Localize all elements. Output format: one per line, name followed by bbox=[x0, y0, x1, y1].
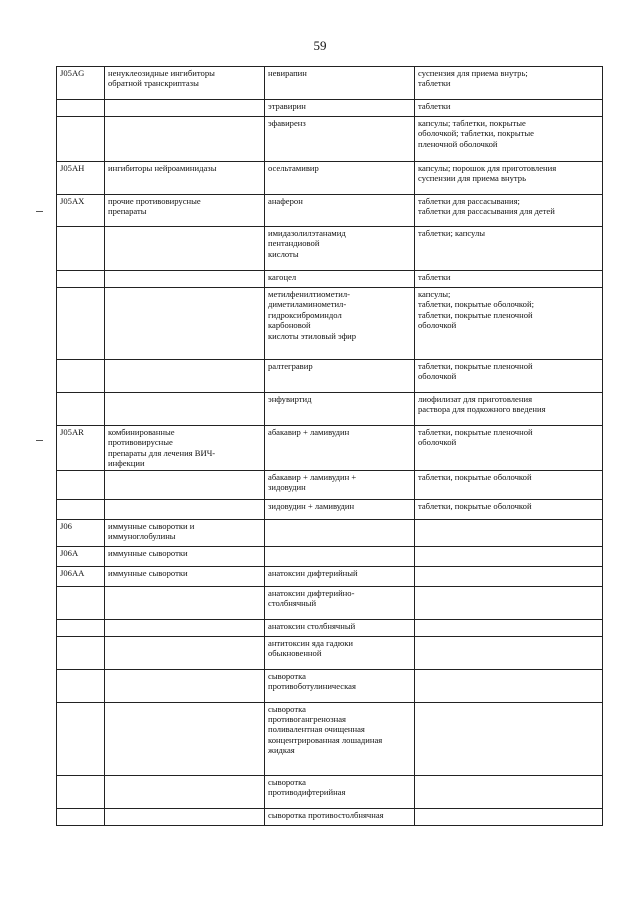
dosage-form-cell bbox=[415, 775, 603, 808]
drug-name-cell: осельтамивир bbox=[265, 162, 415, 195]
drug-name-cell: сыворотка противодифтерийная bbox=[265, 775, 415, 808]
atc-code-cell bbox=[57, 669, 105, 702]
group-name-cell: прочие противовирусные препараты bbox=[105, 195, 265, 227]
dosage-form-cell: капсулы; порошок для приготовления суспензии для приема внутрь bbox=[415, 162, 603, 195]
table-row bbox=[57, 195, 603, 227]
drug-name-cell: абакавир + ламивудин + зидовудин bbox=[265, 470, 415, 499]
table-row bbox=[57, 546, 603, 566]
table-row bbox=[57, 619, 603, 636]
margin-mark bbox=[36, 440, 43, 441]
dosage-form-cell bbox=[415, 619, 603, 636]
drug-name-cell: имидазолилэтанамид пентандиовой кислоты bbox=[265, 227, 415, 271]
table-row bbox=[57, 360, 603, 393]
atc-code-cell: J05AH bbox=[57, 162, 105, 195]
atc-code-cell bbox=[57, 499, 105, 519]
table-row bbox=[57, 586, 603, 619]
drug-name-cell: сыворотка противостолбнячная bbox=[265, 808, 415, 825]
atc-code-cell bbox=[57, 619, 105, 636]
table-row bbox=[57, 519, 603, 546]
atc-code-cell bbox=[57, 636, 105, 669]
dosage-form-cell: таблетки для рассасывания; таблетки для рассасывания для детей bbox=[415, 195, 603, 227]
table-row bbox=[57, 100, 603, 117]
drug-name-cell: анатоксин столбнячный bbox=[265, 619, 415, 636]
group-name-cell bbox=[105, 499, 265, 519]
group-name-cell bbox=[105, 360, 265, 393]
atc-code-cell bbox=[57, 360, 105, 393]
drug-name-cell bbox=[265, 519, 415, 546]
atc-code-cell bbox=[57, 775, 105, 808]
dosage-form-cell: таблетки, покрытые оболочкой bbox=[415, 499, 603, 519]
group-name-cell bbox=[105, 669, 265, 702]
drug-name-cell: зидовудин + ламивудин bbox=[265, 499, 415, 519]
table-row bbox=[57, 393, 603, 426]
dosage-form-cell: таблетки, покрытые пленочной оболочкой bbox=[415, 360, 603, 393]
drug-table-body bbox=[57, 67, 603, 826]
drug-name-cell: абакавир + ламивудин bbox=[265, 426, 415, 471]
dosage-form-cell: суспензия для приема внутрь; таблетки bbox=[415, 67, 603, 100]
dosage-form-cell bbox=[415, 808, 603, 825]
atc-code-cell bbox=[57, 808, 105, 825]
margin-mark bbox=[36, 211, 43, 212]
page-number: 59 bbox=[313, 38, 327, 53]
drug-name-cell: метилфенилтиометил- диметиламинометил- гидроксиброминдол карбоновой кислоты этиловый эфир bbox=[265, 288, 415, 360]
group-name-cell bbox=[105, 393, 265, 426]
group-name-cell: иммунные сыворотки bbox=[105, 546, 265, 566]
drug-name-cell: антитоксин яда гадюки обыкновенной bbox=[265, 636, 415, 669]
dosage-form-cell bbox=[415, 519, 603, 546]
atc-code-cell: J05AX bbox=[57, 195, 105, 227]
drug-name-cell: сыворотка противоботулиническая bbox=[265, 669, 415, 702]
drug-name-cell: ралтегравир bbox=[265, 360, 415, 393]
drug-name-cell bbox=[265, 546, 415, 566]
atc-code-cell: J06AA bbox=[57, 566, 105, 586]
group-name-cell bbox=[105, 288, 265, 360]
table-row bbox=[57, 669, 603, 702]
table-row bbox=[57, 227, 603, 271]
drug-name-cell: кагоцел bbox=[265, 271, 415, 288]
dosage-form-cell bbox=[415, 566, 603, 586]
group-name-cell bbox=[105, 271, 265, 288]
atc-code-cell: J06 bbox=[57, 519, 105, 546]
group-name-cell bbox=[105, 775, 265, 808]
drug-name-cell: энфувиртид bbox=[265, 393, 415, 426]
group-name-cell bbox=[105, 808, 265, 825]
group-name-cell bbox=[105, 619, 265, 636]
atc-code-cell bbox=[57, 100, 105, 117]
atc-code-cell bbox=[57, 271, 105, 288]
dosage-form-cell: таблетки bbox=[415, 271, 603, 288]
group-name-cell bbox=[105, 702, 265, 775]
atc-code-cell bbox=[57, 702, 105, 775]
group-name-cell: ингибиторы нейроаминидазы bbox=[105, 162, 265, 195]
dosage-form-cell bbox=[415, 669, 603, 702]
group-name-cell: иммунные сыворотки и иммуноглобулины bbox=[105, 519, 265, 546]
table-row bbox=[57, 67, 603, 100]
table-row bbox=[57, 426, 603, 471]
dosage-form-cell bbox=[415, 636, 603, 669]
drug-name-cell: анатоксин дифтерийный bbox=[265, 566, 415, 586]
atc-code-cell bbox=[57, 117, 105, 162]
group-name-cell bbox=[105, 117, 265, 162]
dosage-form-cell: таблетки; капсулы bbox=[415, 227, 603, 271]
dosage-form-cell: капсулы; таблетки, покрытые оболочкой; таблетки, покрытые пленочной оболочкой bbox=[415, 117, 603, 162]
dosage-form-cell bbox=[415, 702, 603, 775]
drug-name-cell: сыворотка противогангренозная поливалентная очищенная концентрированная лошадиная жидкая bbox=[265, 702, 415, 775]
group-name-cell bbox=[105, 636, 265, 669]
group-name-cell: иммунные сыворотки bbox=[105, 566, 265, 586]
table-row bbox=[57, 499, 603, 519]
table-row bbox=[57, 566, 603, 586]
group-name-cell bbox=[105, 470, 265, 499]
atc-code-cell: J05AG bbox=[57, 67, 105, 100]
dosage-form-cell: капсулы; таблетки, покрытые оболочкой; таблетки, покрытые пленочной оболочкой bbox=[415, 288, 603, 360]
group-name-cell: комбинированные противовирусные препараты для лечения ВИЧ- инфекции bbox=[105, 426, 265, 471]
table-row bbox=[57, 271, 603, 288]
drug-name-cell: анаферон bbox=[265, 195, 415, 227]
dosage-form-cell: таблетки, покрытые пленочной оболочкой bbox=[415, 426, 603, 471]
drug-name-cell: невирапин bbox=[265, 67, 415, 100]
table-row bbox=[57, 775, 603, 808]
dosage-form-cell bbox=[415, 546, 603, 566]
group-name-cell bbox=[105, 227, 265, 271]
table-row bbox=[57, 636, 603, 669]
table-row bbox=[57, 808, 603, 825]
atc-code-cell: J05AR bbox=[57, 426, 105, 471]
dosage-form-cell bbox=[415, 586, 603, 619]
drug-name-cell: этравирин bbox=[265, 100, 415, 117]
table-row bbox=[57, 117, 603, 162]
group-name-cell bbox=[105, 586, 265, 619]
atc-code-cell bbox=[57, 288, 105, 360]
atc-code-cell bbox=[57, 586, 105, 619]
atc-code-cell: J06A bbox=[57, 546, 105, 566]
table-row bbox=[57, 162, 603, 195]
dosage-form-cell: таблетки bbox=[415, 100, 603, 117]
table-row bbox=[57, 470, 603, 499]
group-name-cell: ненуклеозидные ингибиторы обратной транскриптазы bbox=[105, 67, 265, 100]
table-row bbox=[57, 288, 603, 360]
dosage-form-cell: таблетки, покрытые оболочкой bbox=[415, 470, 603, 499]
drug-name-cell: анатоксин дифтерийно- столбнячный bbox=[265, 586, 415, 619]
drug-name-cell: эфавиренз bbox=[265, 117, 415, 162]
table-row bbox=[57, 702, 603, 775]
drug-table bbox=[56, 66, 603, 826]
atc-code-cell bbox=[57, 470, 105, 499]
group-name-cell bbox=[105, 100, 265, 117]
atc-code-cell bbox=[57, 393, 105, 426]
atc-code-cell bbox=[57, 227, 105, 271]
dosage-form-cell: лиофилизат для приготовления раствора для подкожного введения bbox=[415, 393, 603, 426]
